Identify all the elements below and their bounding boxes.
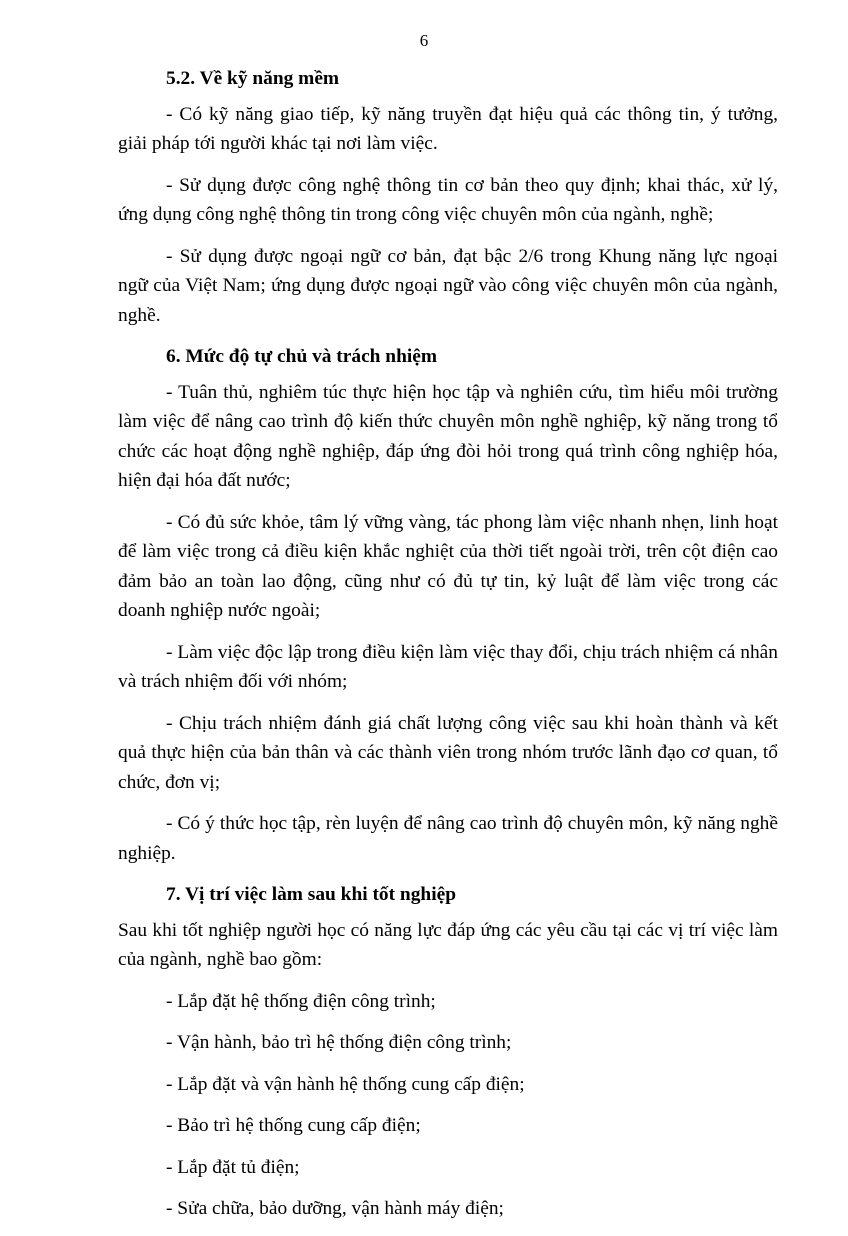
section-6 [118, 342, 778, 868]
section-heading: 7. Vị trí việc làm sau khi tốt nghiệp [166, 884, 456, 905]
list-item: - Lắp đặt hệ thống điện công trình; [166, 990, 436, 1012]
intro-paragraph: Sau khi tốt nghiệp người học có năng lực đáp ứng các yêu cầu tại các vị trí việc làm của ngành, nghề bao gồm: [118, 919, 778, 970]
page-number: 6 [419, 31, 429, 50]
section-7 [118, 880, 778, 1224]
section-heading: 6. Mức độ tự chủ và trách nhiệm [166, 346, 438, 367]
paragraph: - Có đủ sức khỏe, tâm lý vững vàng, tác phong làm việc nhanh nhẹn, linh hoạt để làm việc trong cả điều kiện khắc nghiệt của thời tiết ngoài trời, trên cột điện cao đảm bảo an toàn lao động, cũng như có đủ tự tin, kỷ luật để làm việc trong các doanh nghiệp nước ngoài; [118, 511, 778, 621]
list-item: - Lắp đặt và vận hành hệ thống cung cấp điện; [166, 1073, 525, 1095]
page-content [118, 64, 778, 1236]
paragraph: - Có kỹ năng giao tiếp, kỹ năng truyền đạt hiệu quả các thông tin, ý tưởng, giải pháp tới người khác tại nơi làm việc. [118, 103, 778, 154]
list-item: - Sửa chữa, bảo dưỡng, vận hành máy điện; [166, 1198, 504, 1219]
section-5-2 [118, 64, 778, 330]
paragraph: - Sử dụng được công nghệ thông tin cơ bản theo quy định; khai thác, xử lý, ứng dụng công nghệ thông tin trong công việc chuyên môn của ngành, nghề; [118, 174, 778, 225]
paragraph: - Tuân thủ, nghiêm túc thực hiện học tập và nghiên cứu, tìm hiểu môi trường làm việc để nâng cao trình độ kiến thức chuyên môn nghề nghiệp, kỹ năng trong tổ chức các hoạt động nghề nghiệp, đáp ứng đòi hỏi trong quá trình công nghiệp hóa, hiện đại hóa đất nước; [118, 381, 778, 491]
list-item: - Vận hành, bảo trì hệ thống điện công trình; [166, 1032, 512, 1053]
list-item: - Bảo trì hệ thống cung cấp điện; [166, 1115, 421, 1136]
paragraph: - Sử dụng được ngoại ngữ cơ bản, đạt bậc 2/6 trong Khung năng lực ngoại ngữ của Việt Nam; ứng dụng được ngoại ngữ vào công việc chuyên môn của ngành, nghề. [118, 245, 778, 326]
section-heading: 5.2. Về kỹ năng mềm [166, 68, 340, 89]
list-item: - Lắp đặt tủ điện; [166, 1156, 300, 1178]
paragraph: - Có ý thức học tập, rèn luyện để nâng cao trình độ chuyên môn, kỹ năng nghề nghiệp. [118, 813, 778, 864]
paragraph: - Làm việc độc lập trong điều kiện làm việc thay đổi, chịu trách nhiệm cá nhân và trách nhiệm đối với nhóm; [118, 641, 778, 692]
paragraph: - Chịu trách nhiệm đánh giá chất lượng công việc sau khi hoàn thành và kết quả thực hiện của bản thân và các thành viên trong nhóm trước lãnh đạo cơ quan, tổ chức, đơn vị; [118, 712, 778, 793]
